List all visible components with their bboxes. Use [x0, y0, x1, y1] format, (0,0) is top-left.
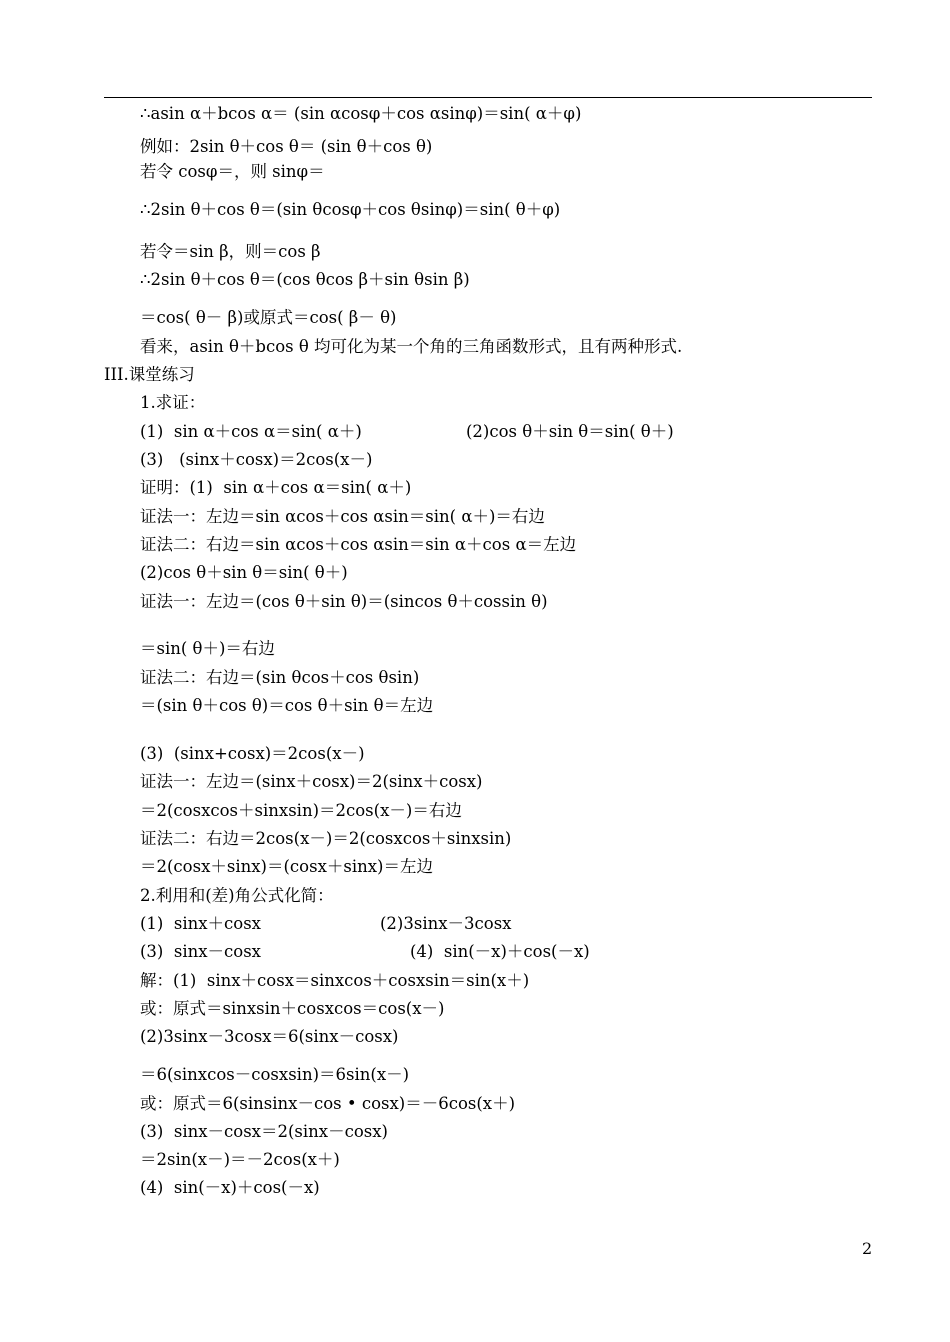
text-line: (3) sinx－cosx＝2(sinx－cosx) [140, 1122, 388, 1141]
text-line: 或：原式＝6(sinsinx－cos • cosx)＝－6cos(x＋) [140, 1094, 516, 1113]
text-line: (3) (sinx+cosx)＝2cos(x－) [140, 744, 365, 763]
text-line: (1) sin α＋cos α＝sin( α＋) [140, 422, 362, 441]
text-line: 证法一：左边＝(cos θ＋sin θ)＝(sincos θ＋cossin θ) [140, 592, 548, 611]
text-line: ＝6(sinxcos－cosxsin)＝6sin(x－) [140, 1065, 410, 1084]
text-line: (2)3sinx－3cosx [380, 914, 512, 933]
text-line: 解：(1) sinx＋cosx＝sinxcos＋cosxsin＝sin(x＋) [140, 971, 530, 990]
text-line: (4) sin(－x)＋cos(－x) [410, 942, 590, 961]
text-line: (2)cos θ＋sin θ＝sin( θ＋) [140, 563, 348, 582]
text-line: 证明：(1) sin α＋cos α＝sin( α＋) [140, 478, 412, 497]
text-line: 看来，asin θ＋bcos θ 均可化为某一个角的三角函数形式，且有两种形式. [140, 337, 683, 356]
header-rule [104, 97, 872, 98]
text-line: ＝sin( θ＋)＝右边 [140, 639, 275, 658]
text-line: 证法二：右边＝sin αcos＋cos αsin＝sin α＋cos α＝左边 [140, 535, 577, 554]
text-line: 若令＝sin β，则＝cos β [140, 242, 321, 261]
text-line: 若令 cosφ＝，则 sinφ＝ [140, 162, 325, 181]
text-line: ＝2sin(x－)＝－2cos(x＋) [140, 1150, 340, 1169]
section-heading: III.课堂练习 [104, 365, 195, 384]
text-line: (3) sinx－cosx [140, 942, 261, 961]
text-line: ＝2(cosxcos＋sinxsin)＝2cos(x－)＝右边 [140, 801, 462, 820]
text-line: ＝cos( θ－ β)或原式＝cos( β－ θ) [140, 308, 397, 327]
text-line: 证法二：右边＝(sin θcos＋cos θsin) [140, 668, 420, 687]
text-line: ∴asin α＋bcos α＝ (sin αcosφ＋cos αsinφ)＝sin( α＋φ) [140, 104, 582, 123]
text-line: (2)cos θ＋sin θ＝sin( θ＋) [466, 422, 674, 441]
text-line: ＝2(cosx＋sinx)＝(cosx＋sinx)＝左边 [140, 857, 433, 876]
text-line: 2.利用和(差)角公式化简： [140, 886, 334, 905]
text-line: (1) sinx＋cosx [140, 914, 261, 933]
text-line: 证法二：右边＝2cos(x－)＝2(cosxcos＋sinxsin) [140, 829, 512, 848]
text-line: (3) (sinx＋cosx)＝2cos(x－) [140, 450, 373, 469]
text-line: ∴2sin θ＋cos θ＝(cos θcos β＋sin θsin β) [140, 270, 470, 289]
text-line: ∴2sin θ＋cos θ＝(sin θcosφ＋cos θsinφ)＝sin( θ＋φ) [140, 200, 561, 219]
text-line: 例如：2sin θ＋cos θ＝ (sin θ＋cos θ) [140, 137, 433, 156]
text-line: 证法一：左边＝(sinx＋cosx)＝2(sinx＋cosx) [140, 772, 483, 791]
text-line: (2)3sinx－3cosx＝6(sinx－cosx) [140, 1027, 399, 1046]
text-line: 或：原式＝sinxsin＋cosxcos＝cos(x－) [140, 999, 445, 1018]
text-line: (4) sin(－x)＋cos(－x) [140, 1178, 320, 1197]
text-line: 1.求证： [140, 393, 206, 412]
text-line: 证法一：左边＝sin αcos＋cos αsin＝sin( α＋)＝右边 [140, 507, 545, 526]
text-line: ＝(sin θ＋cos θ)＝cos θ＋sin θ＝左边 [140, 696, 434, 715]
page-number: 2 [862, 1239, 873, 1258]
